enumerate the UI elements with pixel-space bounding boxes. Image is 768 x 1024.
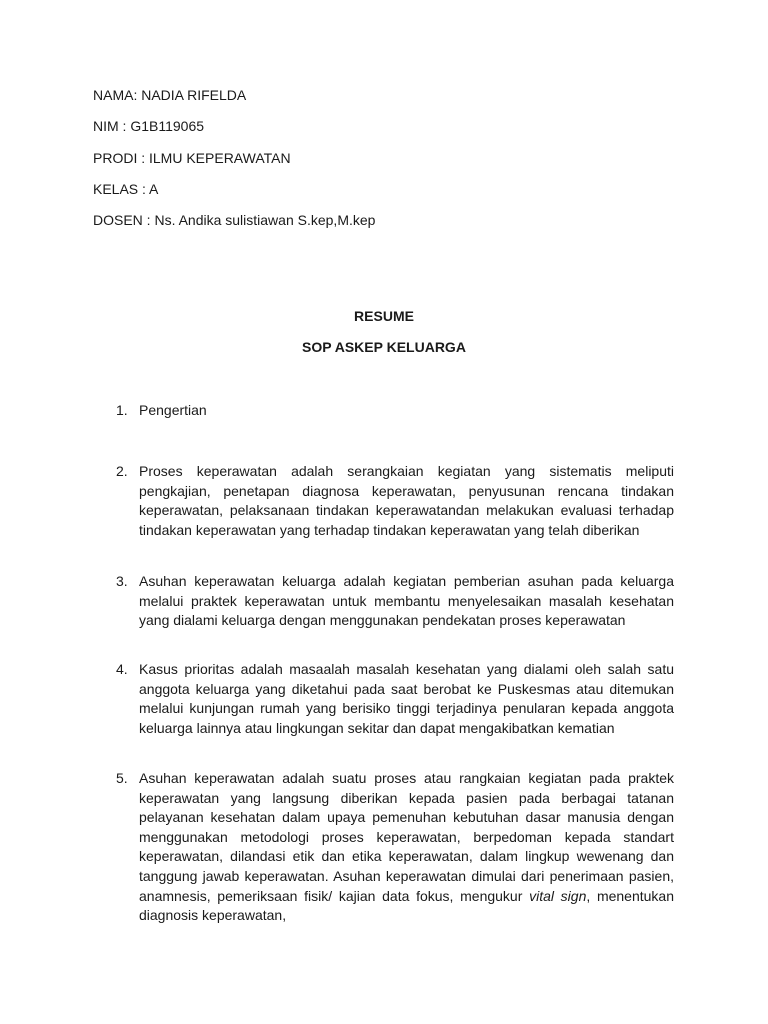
list-text: Proses keperawatan adalah serangkaian kegiatan yang sistematis meliputi pengkajian, penetapan diagnosa keperawatan, penyusunan rencana tindakan keperawatan, pelaksanaan tindakan keperawatandan melakukan evaluasi terhadap tindakan keperawatan yang terhadap tindakan keperawatan yang telah diberikan (139, 463, 674, 538)
list-item (116, 769, 674, 926)
student-prodi: PRODI : ILMU KEPERAWATAN (93, 150, 291, 166)
list-text (139, 769, 674, 926)
list-item (116, 572, 674, 631)
list-number: 1. (116, 402, 128, 418)
list-item (116, 660, 674, 738)
list-number: 4. (116, 661, 128, 677)
list-text-italic: vital sign (529, 887, 587, 904)
student-name: NAMA: NADIA RIFELDA (93, 87, 247, 103)
student-dosen: DOSEN : Ns. Andika sulistiawan S.kep,M.kep (93, 212, 376, 228)
list-item (116, 462, 674, 540)
document-subtitle: SOP ASKEP KELUARGA (302, 339, 466, 355)
student-kelas: KELAS : A (93, 181, 159, 197)
list-number: 2. (116, 463, 128, 479)
student-nim: NIM : G1B119065 (93, 118, 205, 134)
list-item (116, 401, 674, 421)
list-text: Kasus prioritas adalah masaalah masalah kesehatan yang dialami oleh salah satu anggota keluarga yang diketahui pada saat berobat ke Puskesmas atau ditemukan melalui kunjungan rumah yang berisiko tinggi terjadinya penularan kepada anggota keluarga lainnya atau lingkungan sekitar dan dapat mengakibatkan kematian (139, 661, 674, 736)
list-number: 5. (116, 770, 128, 786)
list-text-part: Asuhan keperawatan adalah suatu proses atau rangkaian kegiatan pada praktek keperawatan yang langsung diberikan kepada pasien pada berbagai tatanan pelayanan kesehatan dalam upaya pemenuhan kebutuhan dasar manusia dengan menggunakan metodologi proses keperawatan, berpedoman kepada standart keperawatan, dilandasi etik dan etika keperawatan, dalam lingkup wewenang dan tanggung jawab keperawatan. Asuhan keperawatan dimulai dari penerimaan pasien, anamnesis, pemeriksaan fisik/ kajian data fokus, mengukur (139, 770, 674, 904)
list-number: 3. (116, 573, 128, 589)
list-text-part: , menentukan diagnosis keperawatan, (139, 887, 675, 924)
resume-heading: RESUME (354, 308, 414, 324)
list-text: Pengertian (139, 402, 207, 418)
list-text: Asuhan keperawatan keluarga adalah kegiatan pemberian asuhan pada keluarga melalui praktek keperawatan untuk membantu menyelesaikan masalah kesehatan yang dialami keluarga dengan menggunakan pendekatan proses keperawatan (139, 573, 674, 629)
